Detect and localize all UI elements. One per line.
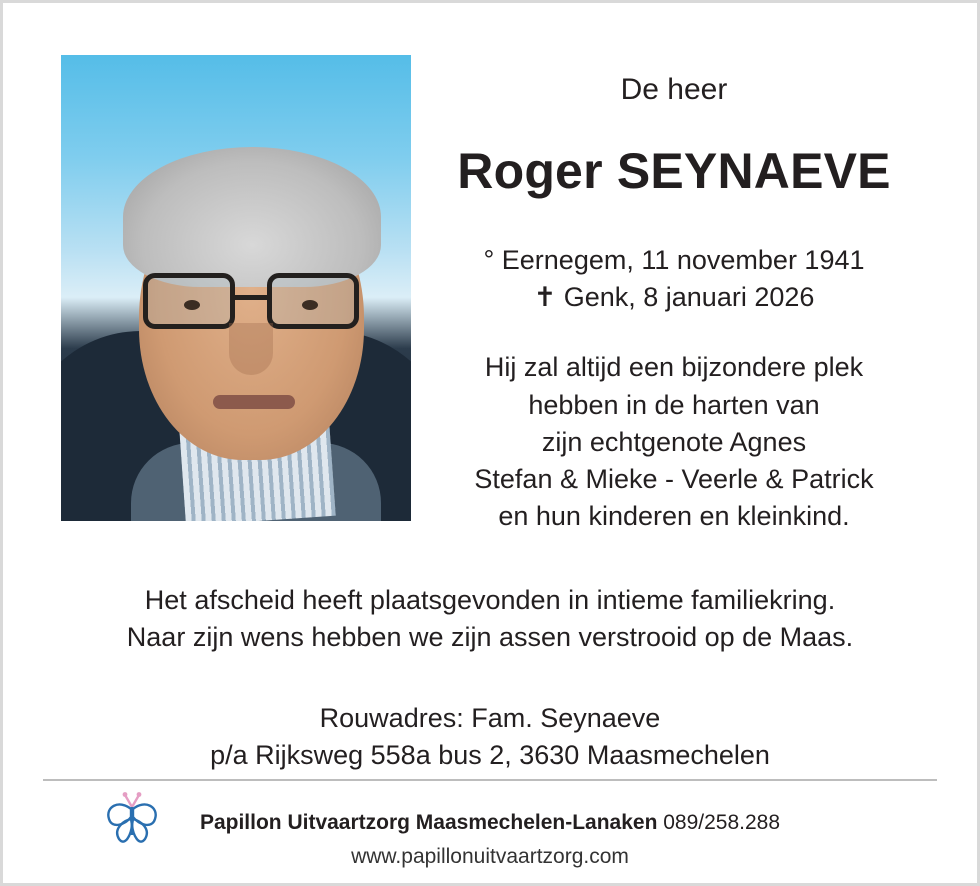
- company-name: Papillon Uitvaartzorg Maasmechelen-Lanaken: [199, 810, 658, 834]
- address-line: Rouwadres: Fam. Seynaeve: [319, 703, 661, 734]
- photo-mouth: [213, 395, 295, 409]
- farewell-text: [3, 582, 977, 657]
- birth-line: ° Eernegem, 11 november 1941: [483, 245, 865, 275]
- address-line: p/a Rijksweg 558a bus 2, 3630 Maasmechelen: [210, 740, 770, 771]
- photo-right-eye: [302, 300, 318, 310]
- details-column: [413, 55, 977, 536]
- photo-glasses-bridge: [235, 295, 267, 300]
- footer-divider: [43, 779, 937, 781]
- death-line: ✝ Genk, 8 januari 2026: [533, 281, 815, 312]
- photo-glasses-right-lens: [267, 273, 359, 329]
- verse-line: hebben in de harten van: [528, 389, 820, 420]
- salutation: De heer: [620, 73, 728, 106]
- farewell-line: Het afscheid heeft plaatsgevonden in intieme familiekring.: [144, 584, 836, 615]
- memorial-verse: [427, 349, 921, 535]
- footer: [3, 810, 977, 869]
- photo-left-eye: [184, 300, 200, 310]
- condolence-address: [3, 700, 977, 775]
- footer-company-line: [3, 810, 977, 835]
- verse-line: zijn echtgenote Agnes: [541, 426, 807, 457]
- photo-hair: [123, 147, 381, 287]
- portrait-photo: [61, 55, 411, 521]
- photo-glasses: [143, 273, 359, 329]
- verse-line: Stefan & Mieke - Veerle & Patrick: [474, 464, 874, 495]
- deceased-name: Roger SEYNAEVE: [457, 143, 891, 199]
- top-section: [3, 3, 977, 536]
- farewell-line: Naar zijn wens hebben we zijn assen verstrooid op de Maas.: [126, 621, 854, 652]
- life-dates: [427, 242, 921, 315]
- photo-nose: [229, 323, 273, 375]
- company-phone: 089/258.288: [663, 810, 781, 834]
- portrait-container: [3, 55, 413, 521]
- photo-glasses-left-lens: [143, 273, 235, 329]
- verse-line: en hun kinderen en kleinkind.: [498, 501, 850, 532]
- company-website[interactable]: www.papillonuitvaartzorg.com: [351, 845, 629, 868]
- verse-line: Hij zal altijd een bijzondere plek: [484, 352, 864, 383]
